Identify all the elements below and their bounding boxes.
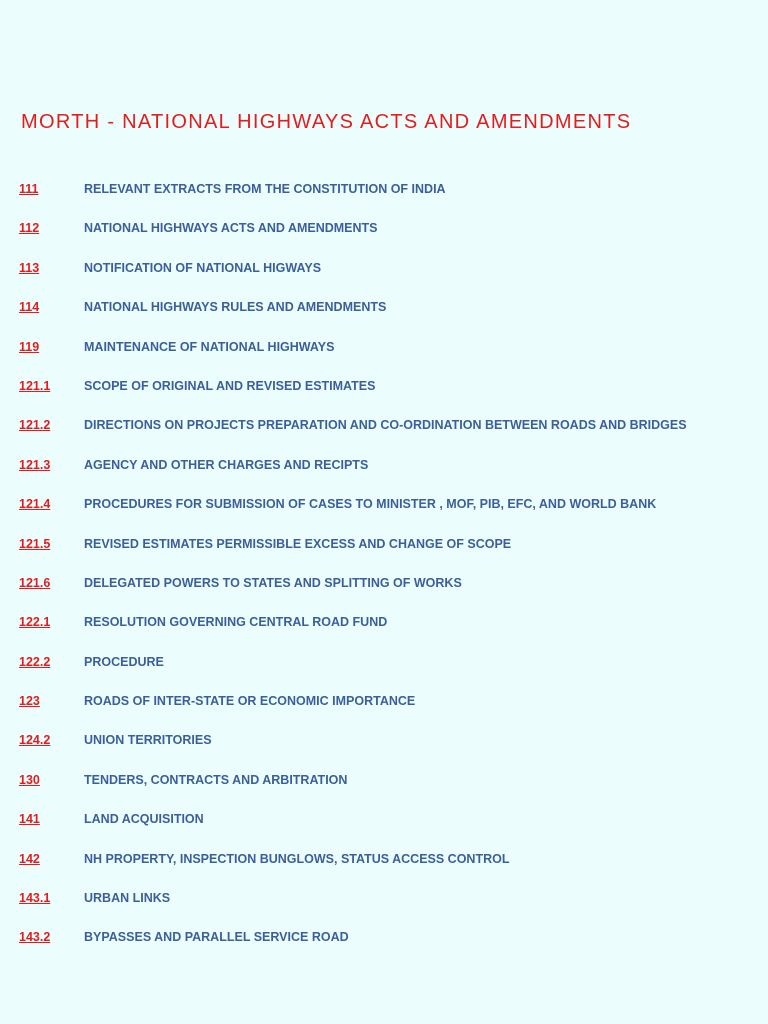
table-of-contents xyxy=(19,180,687,968)
section-title: NATIONAL HIGHWAYS ACTS AND AMENDMENTS xyxy=(84,221,378,236)
toc-entry xyxy=(19,889,687,928)
section-title: SCOPE OF ORIGINAL AND REVISED ESTIMATES xyxy=(84,378,376,393)
toc-entry xyxy=(19,653,687,692)
toc-entry xyxy=(19,298,687,337)
toc-entry xyxy=(19,495,687,534)
toc-entry xyxy=(19,810,687,849)
toc-entry xyxy=(19,574,687,613)
section-link[interactable]: 143.1 xyxy=(19,891,51,906)
section-title: RELEVANT EXTRACTS FROM THE CONSTITUTION OF INDIA xyxy=(84,182,446,196)
toc-entry xyxy=(19,850,687,889)
section-link[interactable]: 123 xyxy=(19,694,40,709)
toc-entry xyxy=(19,456,687,495)
section-title: AGENCY AND OTHER CHARGES AND RECIPTS xyxy=(84,457,369,472)
section-title: RESOLUTION GOVERNING CENTRAL ROAD FUND xyxy=(84,615,388,630)
section-link[interactable]: 111 xyxy=(19,182,39,196)
section-title: DELEGATED POWERS TO STATES AND SPLITTING OF WORKS xyxy=(84,575,462,590)
section-title: NH PROPERTY, INSPECTION BUNGLOWS, STATUS ACCESS CONTROL xyxy=(84,851,510,866)
section-title: PROCEDURES FOR SUBMISSION OF CASES TO MINISTER , MOF, PIB, EFC, AND WORLD BANK xyxy=(84,497,657,512)
section-link[interactable]: 119 xyxy=(19,339,40,354)
toc-entry xyxy=(19,338,687,377)
section-title: ROADS OF INTER-STATE OR ECONOMIC IMPORTANCE xyxy=(84,694,416,709)
page-title: MORTH - NATIONAL HIGHWAYS ACTS AND AMENDMENTS xyxy=(21,111,632,133)
toc-entry xyxy=(19,180,687,219)
toc-entry xyxy=(19,416,687,455)
section-link[interactable]: 121.2 xyxy=(19,418,51,433)
section-title: URBAN LINKS xyxy=(84,891,171,906)
section-link[interactable]: 121.1 xyxy=(19,378,51,393)
section-title: BYPASSES AND PARALLEL SERVICE ROAD xyxy=(84,930,349,945)
section-title: LAND ACQUISITION xyxy=(84,812,204,827)
section-title: PROCEDURE xyxy=(84,654,164,669)
toc-entry xyxy=(19,731,687,770)
section-title: NATIONAL HIGHWAYS RULES AND AMENDMENTS xyxy=(84,300,387,315)
section-link[interactable]: 142 xyxy=(19,851,40,866)
section-link[interactable]: 124.2 xyxy=(19,733,51,748)
section-link[interactable]: 143.2 xyxy=(19,930,51,945)
section-link[interactable]: 121.3 xyxy=(19,457,51,472)
toc-entry xyxy=(19,613,687,652)
toc-entry xyxy=(19,259,687,298)
toc-entry xyxy=(19,535,687,574)
section-link[interactable]: 114 xyxy=(19,300,40,315)
section-link[interactable]: 121.6 xyxy=(19,575,51,590)
section-title: DIRECTIONS ON PROJECTS PREPARATION AND CO-ORDINATION BETWEEN ROADS AND BRIDGES xyxy=(84,418,687,433)
section-link[interactable]: 121.5 xyxy=(19,536,51,551)
section-link[interactable]: 122.1 xyxy=(19,615,51,630)
toc-entry xyxy=(19,771,687,810)
section-title: TENDERS, CONTRACTS AND ARBITRATION xyxy=(84,772,348,787)
toc-entry xyxy=(19,692,687,731)
section-link[interactable]: 112 xyxy=(19,221,40,236)
toc-entry xyxy=(19,928,687,967)
section-link[interactable]: 113 xyxy=(19,260,40,275)
section-link[interactable]: 141 xyxy=(19,812,40,827)
section-title: MAINTENANCE OF NATIONAL HIGHWAYS xyxy=(84,339,335,354)
section-title: NOTIFICATION OF NATIONAL HIGWAYS xyxy=(84,260,322,275)
section-link[interactable]: 121.4 xyxy=(19,497,51,512)
section-title: UNION TERRITORIES xyxy=(84,733,212,748)
section-link[interactable]: 130 xyxy=(19,772,40,787)
section-link[interactable]: 122.2 xyxy=(19,654,51,669)
toc-entry xyxy=(19,377,687,416)
toc-entry xyxy=(19,219,687,258)
section-title: REVISED ESTIMATES PERMISSIBLE EXCESS AND CHANGE OF SCOPE xyxy=(84,536,512,551)
